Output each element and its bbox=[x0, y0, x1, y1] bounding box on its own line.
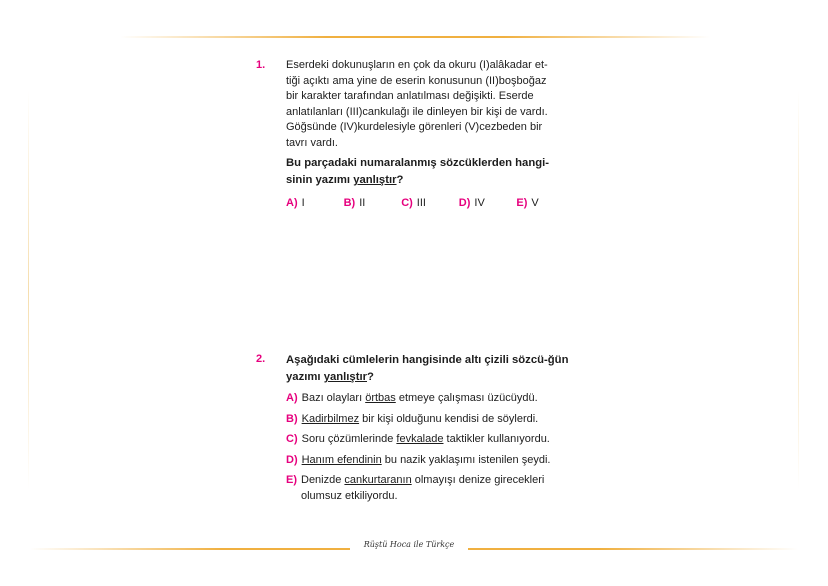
choice-letter: E) bbox=[286, 474, 297, 486]
choice-letter: B) bbox=[343, 197, 356, 209]
choice-e[interactable] bbox=[516, 196, 574, 212]
bottom-right-decorative-rule bbox=[468, 548, 798, 550]
right-decorative-rule bbox=[798, 90, 799, 490]
choice-letter: E) bbox=[516, 197, 528, 209]
choice-text: Kadirbilmez bir kişi olduğunu kendisi de söylerdi. bbox=[301, 412, 539, 425]
choice-letter: C) bbox=[401, 197, 413, 209]
choice-a[interactable] bbox=[286, 196, 344, 212]
bottom-left-decorative-rule bbox=[30, 548, 350, 550]
choice-d[interactable] bbox=[286, 453, 574, 469]
question-1 bbox=[256, 58, 586, 212]
question-1-number: 1. bbox=[256, 59, 266, 71]
passage-line: bir karakter tarafından anlatılması değişikti. Eserde bbox=[286, 90, 534, 102]
question-1-passage bbox=[286, 58, 574, 151]
question-1-choices bbox=[286, 196, 574, 212]
choice-text: Soru çözümlerinde fevkalade taktikler kullanıyordu. bbox=[301, 433, 550, 445]
underlined-word: Kadirbilmez bbox=[301, 412, 360, 425]
choice-text: Denizde cankurtaranın olmayışı denize girecekleri olumsuz etkiliyordu. bbox=[301, 474, 545, 502]
underlined-word: fevkalade bbox=[396, 433, 444, 445]
stem-text: Aşağıdaki cümlelerin hangisinde altı çizili sözcü-ğün yazımı bbox=[286, 354, 569, 383]
choice-letter: D) bbox=[458, 197, 471, 209]
choice-c[interactable] bbox=[401, 196, 459, 212]
question-2-stem bbox=[286, 352, 574, 386]
choice-letter: A) bbox=[286, 392, 298, 404]
underlined-word: Hanım efendinin bbox=[301, 453, 382, 466]
choice-text: V bbox=[531, 197, 539, 209]
choice-text: II bbox=[359, 197, 366, 209]
stem-underlined-word: yanlıştır bbox=[323, 371, 368, 383]
passage-line: Eserdeki dokunuşların en çok da okuru (I)alâkadar et- bbox=[286, 59, 548, 71]
choice-text: Hanım efendinin bu nazik yaklaşımı istenilen şeydi. bbox=[301, 453, 551, 466]
stem-text: Bu parçadaki numaralanmış sözcüklerden hangi-sinin yazımı bbox=[286, 157, 550, 186]
left-decorative-rule bbox=[28, 90, 29, 490]
choice-b[interactable] bbox=[344, 196, 402, 212]
passage-line: tavrı vardı. bbox=[286, 136, 338, 149]
choice-text: III bbox=[416, 197, 426, 209]
choice-text: I bbox=[301, 197, 305, 209]
question-1-stem bbox=[286, 155, 574, 189]
question-2-number: 2. bbox=[256, 353, 266, 365]
stem-end: ? bbox=[396, 174, 404, 186]
stem-end: ? bbox=[367, 371, 374, 383]
footer-signature: Rüştü Hoca ile Türkçe bbox=[363, 540, 455, 549]
choice-a[interactable] bbox=[286, 391, 574, 407]
choice-letter: A) bbox=[286, 197, 298, 209]
top-decorative-rule bbox=[120, 36, 710, 38]
stem-underlined-word: yanlıştır bbox=[353, 174, 397, 186]
underlined-word: örtbas bbox=[365, 392, 396, 404]
choice-text: Bazı olayları örtbas etmeye çalışması üzücüydü. bbox=[301, 392, 538, 404]
choice-b[interactable] bbox=[286, 412, 574, 428]
choice-c[interactable] bbox=[286, 432, 574, 448]
question-2-choices bbox=[286, 391, 574, 504]
choice-d[interactable] bbox=[459, 196, 517, 212]
choice-letter: C) bbox=[286, 433, 298, 445]
choice-letter: D) bbox=[286, 453, 298, 466]
choice-e[interactable] bbox=[286, 473, 574, 504]
passage-line: Göğsünde (IV)kurdelesiyle görenleri (V)cezbeden bir bbox=[286, 121, 543, 133]
choice-letter: B) bbox=[286, 412, 298, 425]
underlined-word: cankurtaranın bbox=[344, 474, 412, 486]
question-2 bbox=[256, 352, 586, 509]
passage-line: tiği açıktı ama yine de eserin konusunun (II)boşboğaz bbox=[286, 74, 547, 87]
passage-line: anlatılanları (III)cankulağı ile dinleyen bir kişi de vardı. bbox=[286, 105, 548, 118]
choice-text: IV bbox=[474, 197, 485, 209]
